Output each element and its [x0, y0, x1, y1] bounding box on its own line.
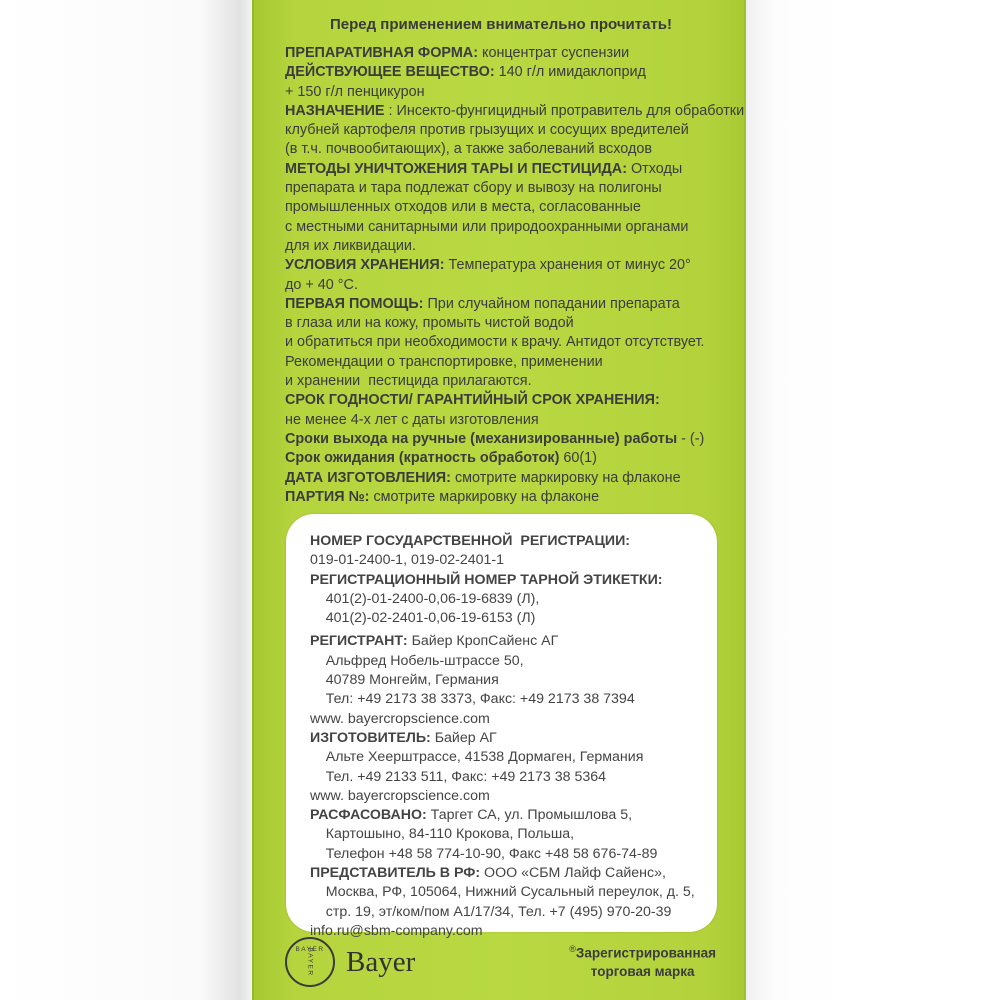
field-label: РЕГИСТРАНТ: [310, 633, 408, 650]
text-line [310, 748, 710, 767]
text-line [285, 160, 730, 179]
text-line [310, 532, 710, 551]
text-line [285, 488, 730, 507]
text-line [285, 121, 730, 140]
text-line [285, 276, 730, 295]
field-value: Температура хранения от минус 20° [444, 257, 691, 274]
text-line [285, 256, 730, 275]
field-value: и хранении пестицида прилагаются. [285, 373, 532, 390]
text-line [310, 609, 710, 628]
field-value: 140 г/л имидаклоприд [494, 64, 646, 81]
field-value: промышленных отходов или в места, согласованные [285, 199, 641, 216]
text-line [285, 140, 730, 159]
text-line [310, 671, 710, 690]
trademark-line-1: Зарегистрированная [575, 945, 716, 961]
field-value: www. bayercropscience.com [310, 710, 490, 727]
field-value: 401(2)-01-2400-0,06-19-6839 (Л), [310, 590, 540, 607]
text-line [285, 333, 730, 352]
field-value: Тел: +49 2173 38 3373, Факс: +49 2173 38 7394 [310, 691, 635, 708]
text-line [310, 632, 710, 651]
text-line [310, 551, 710, 570]
field-value: (в т.ч. почвообитающих), а также заболеваний всходов [285, 141, 653, 158]
text-line [310, 571, 710, 590]
field-label: ДАТА ИЗГОТОВЛЕНИЯ: [285, 469, 451, 486]
text-line [285, 353, 730, 372]
field-value: клубней картофеля против грызущих и сосущих вредителей [285, 122, 689, 139]
text-line [310, 690, 710, 709]
text-line [285, 83, 730, 102]
text-line [310, 652, 710, 671]
text-line [310, 825, 710, 844]
field-value: препарата и тара подлежат сбору и вывозу на полигоны [285, 180, 662, 197]
text-line [285, 179, 730, 198]
field-label: ПРЕДСТАВИТЕЛЬ В РФ: [310, 865, 481, 882]
brand-name: Bayer [346, 946, 416, 978]
field-value: стр. 19, эт/ком/пом А1/17/34, Тел. +7 (495) 970-20-39 [310, 903, 672, 920]
text-line [285, 237, 730, 256]
field-label: Сроки выхода на ручные (механизированные) работы [285, 430, 678, 447]
text-line [310, 903, 710, 922]
field-value: Байер АГ [430, 729, 497, 746]
registered-mark: ® [569, 944, 576, 954]
field-value: смотрите маркировку на флаконе [369, 488, 600, 505]
field-label: СРОК ГОДНОСТИ/ ГАРАНТИЙНЫЙ СРОК ХРАНЕНИЯ: [285, 392, 660, 409]
trademark-note [569, 940, 716, 981]
field-value: Альте Хеерштрассе, 41538 Дормаген, Германия [310, 749, 644, 766]
text-line [285, 391, 730, 410]
field-label: ДЕЙСТВУЮЩЕЕ ВЕЩЕСТВО: [285, 64, 495, 81]
text-line [285, 430, 730, 449]
field-label: ПАРТИЯ №: [285, 488, 370, 505]
field-label: НАЗНАЧЕНИЕ [285, 102, 385, 119]
field-value: : Инсекто-фунгицидный протравитель для обработки [384, 102, 745, 119]
text-line [285, 63, 730, 82]
field-value: + 150 г/л пенцикурон [285, 83, 425, 100]
text-line [285, 314, 730, 333]
field-label: ПРЕПАРАТИВНАЯ ФОРМА: [285, 45, 478, 61]
text-line [310, 864, 710, 883]
field-value: Телефон +48 58 774-10-90, Факс +48 58 676-74-89 [310, 845, 658, 862]
text-line [285, 198, 730, 217]
field-value: до + 40 °С. [285, 276, 358, 293]
field-value: 019-01-2400-1, 019-02-2401-1 [310, 552, 505, 569]
field-value: Таргет СА, ул. Промышлова 5, [426, 807, 633, 824]
registration-label [286, 514, 717, 939]
text-line [310, 845, 710, 864]
field-label: РАСФАСОВАНО: [310, 807, 427, 824]
text-line [285, 102, 745, 121]
field-value: При случайном попадании препарата [423, 295, 680, 312]
text-line [310, 806, 710, 825]
text-line [285, 218, 730, 237]
field-label: ИЗГОТОВИТЕЛЬ: [310, 729, 431, 746]
bayer-cross-logo-icon [284, 936, 336, 988]
field-label: РЕГИСТРАЦИОННЫЙ НОМЕР ТАРНОЙ ЭТИКЕТКИ: [310, 571, 663, 588]
registration-info [310, 532, 710, 941]
warning-heading: Перед применением внимательно прочитать! [329, 16, 673, 33]
text-line [310, 883, 710, 902]
field-value: ООО «СБМ Лайф Сайенс», [480, 865, 666, 882]
logo-area [284, 932, 724, 992]
field-label: МЕТОДЫ УНИЧТОЖЕНИЯ ТАРЫ И ПЕСТИЦИДА: [285, 160, 627, 177]
seal-text-horizontal: BAYER [295, 946, 325, 953]
text-line [285, 372, 730, 391]
text-line [310, 729, 710, 748]
product-info [285, 44, 745, 507]
field-label: Срок ожидания (кратность обработок) [285, 450, 560, 467]
field-value: Картошыно, 84-110 Крокова, Польша, [310, 826, 575, 843]
field-value: Байер КропСайенс АГ [407, 633, 559, 650]
field-label: НОМЕР ГОСУДАРСТВЕННОЙ РЕГИСТРАЦИИ: [310, 533, 631, 549]
field-value: концентрат суспензии [478, 45, 630, 61]
seal-text-vertical: BAYER [306, 947, 314, 977]
text-line [285, 295, 730, 314]
trademark-line-2: торговая марка [590, 963, 695, 979]
text-line [285, 449, 730, 468]
field-value: не менее 4-х лет с даты изготовления [285, 411, 539, 428]
text-line [310, 787, 710, 806]
field-label: УСЛОВИЯ ХРАНЕНИЯ: [285, 257, 445, 274]
field-value: с местными санитарными или природоохранными органами [285, 218, 689, 235]
text-line [310, 590, 710, 609]
field-value: для их ликвидации. [285, 237, 416, 254]
field-value: Тел. +49 2133 511, Факс: +49 2173 38 5364 [310, 768, 607, 785]
field-value: info.ru@sbm-company.com [310, 922, 483, 939]
field-value: Отходы [626, 160, 683, 177]
field-value: 60(1) [559, 450, 597, 467]
field-value: в глаза или на кожу, промыть чистой водой [285, 315, 574, 332]
package-back-panel [252, 0, 746, 1000]
background-right [746, 0, 1000, 1000]
text-line [285, 411, 730, 430]
field-value: www. bayercropscience.com [310, 787, 490, 804]
field-label: ПЕРВАЯ ПОМОЩЬ: [285, 295, 424, 312]
field-value: Рекомендации о транспортировке, применении [285, 353, 603, 370]
field-value: и обратиться при необходимости к врачу. Антидот отсутствует. [285, 334, 705, 351]
field-value: 40789 Монгейм, Германия [310, 672, 499, 689]
text-line [285, 44, 730, 63]
field-value: смотрите маркировку на флаконе [450, 469, 681, 486]
text-line [310, 768, 710, 787]
field-value: 401(2)-02-2401-0,06-19-6153 (Л) [310, 610, 536, 627]
text-line [310, 710, 710, 729]
field-value: Москва, РФ, 105064, Нижний Сусальный переулок, д. 5, [310, 884, 695, 901]
field-value: Альфред Нобель-штрассе 50, [310, 652, 524, 669]
field-value: - (-) [677, 430, 705, 447]
background-left [0, 0, 252, 1000]
text-line [285, 469, 730, 488]
